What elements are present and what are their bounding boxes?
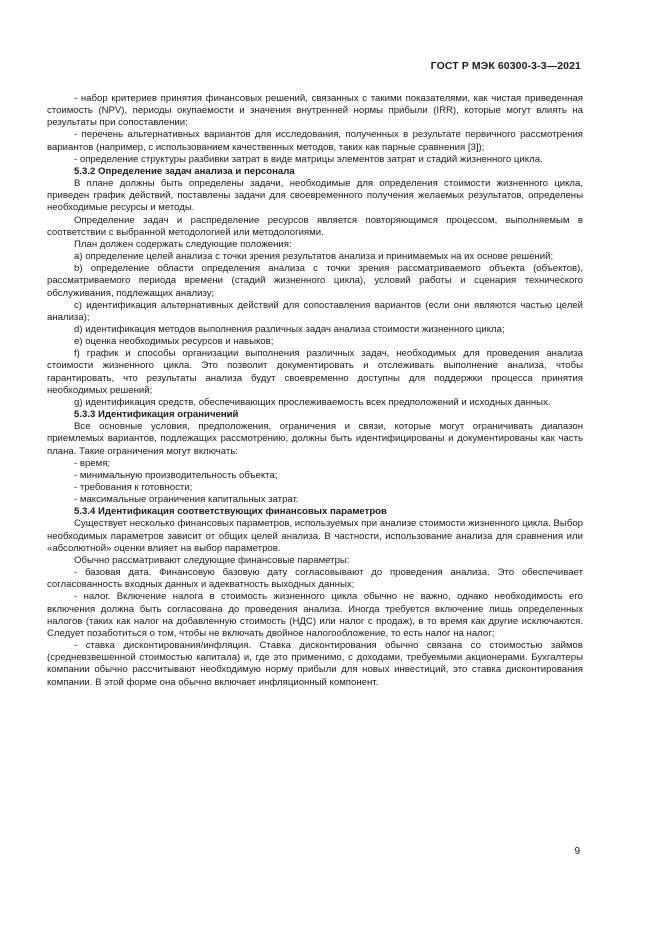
- paragraph: Все основные условия, предположения, ограничения и связи, которые могут ограничивать диапазон приемлемых вариантов, подлежащих рассмотрению, должны быть идентифицированы и документированы как часть плана. Такие ограничения могут включать:: [47, 421, 583, 457]
- section-heading: 5.3.3 Идентификация ограничений: [74, 409, 239, 421]
- standard-code-header: ГОСТ Р МЭК 60300-3-3—2021: [430, 60, 581, 72]
- document-body: [47, 93, 583, 689]
- paragraph: - перечень альтернативных вариантов для исследования, полученных в результате первичного рассмотрения вариантов (например, с использованием качественных методов, таких как парные сравнения [3]);: [47, 129, 583, 153]
- paragraph: - налог. Включение налога в стоимость жизненного цикла обычно не важно, однако необходимость его включения должна быть согласована до проведения анализа. Иногда требуется включение лишь определенных налогов (таких как налог на добавленную стоимость (НДС) или налог с продаж), в то время как другие исключаются. Следует позаботиться о том, чтобы не включать двойное налогообложение, то есть налог на налог;: [47, 591, 583, 639]
- paragraph: - набор критериев принятия финансовых решений, связанных с такими показателями, как чистая приведенная стоимость (NPV), периоды окупаемости и значения внутренней нормы прибыли (IRR), которые могут влиять на результаты при сопоставлении;: [47, 93, 583, 129]
- paragraph: Обычно рассматривают следующие финансовые параметры:: [74, 554, 350, 566]
- paragraph: Определение задач и распределение ресурсов является повторяющимся процессом, выполняемым в соответствии с выбранной методологией или методологиями.: [47, 214, 583, 238]
- paragraph: f) график и способы организации выполнения различных задач, необходимых для проведения анализа стоимости жизненного цикла. Это позволит документировать и отслеживать выполнение анализа, чтобы гарантировать, что результаты анализа будут своевременно доступны для поддержки процесса принятия необходимых решений;: [47, 348, 583, 396]
- paragraph: - максимальные ограничения капитальных затрат.: [74, 494, 299, 506]
- paragraph: c) идентификация альтернативных действий для сопоставления вариантов (если они являются частью целей анализа);: [47, 299, 583, 323]
- paragraph: g) идентификация средств, обеспечивающих прослеживаемость всех предположений и исходных данных.: [74, 396, 551, 408]
- section-heading: 5.3.2 Определение задач анализа и персонала: [74, 165, 295, 177]
- paragraph: - минимальную производительность объекта;: [74, 469, 278, 481]
- paragraph: - определение структуры разбивки затрат в виде матрицы элементов затрат и стадий жизненного цикла.: [74, 153, 543, 165]
- section-heading: 5.3.4 Идентификация соответствующих финансовых параметров: [74, 506, 387, 518]
- paragraph: d) идентификация методов выполнения различных задач анализа стоимости жизненного цикла;: [74, 323, 505, 335]
- paragraph: В плане должны быть определены задачи, необходимые для определения стоимости жизненного цикла, приведен график действий, поставлены задачи для своевременного получения желаемых результатов, определены необходимые ресурсы и методы.: [47, 178, 583, 214]
- paragraph: - ставка дисконтирования/инфляция. Ставка дисконтирования обычно связана со стоимостью займов (средневзвешенной стоимостью капитала) и, где это применимо, с доходами, требуемыми акционерами. Бухгалтеры компании обычно рассчитывают необходимую норму прибыли для новых инвестиций, это ставка дисконтирования компании. В этой форме она обычно включает инфляционный компонент.: [47, 640, 583, 688]
- paragraph: a) определение целей анализа с точки зрения результатов анализа и принимаемых на их основе решений;: [74, 251, 554, 263]
- paragraph: - требования к готовности;: [74, 482, 193, 493]
- paragraph: - базовая дата. Финансовую базовую дату согласовывают до проведения анализа. Это обеспечивает согласованность входных данных и адекватность выходных данных;: [47, 567, 583, 591]
- paragraph: b) определение области определения анализа с точки зрения рассматриваемого объекта (объектов), рассматриваемого периода времени (стадий жизненного цикла), условий работы и сценария технического обслуживания, подлежащих анализу;: [47, 263, 583, 299]
- paragraph: Существует несколько финансовых параметров, используемых при анализе стоимости жизненного цикла. Выбор необходимых параметров зависит от общих целей анализа. В частности, использование анализа для сравнения или «абсолютной» оценки влияет на выбор параметров.: [47, 518, 583, 554]
- paragraph: - время;: [74, 457, 111, 469]
- paragraph: e) оценка необходимых ресурсов и навыков;: [74, 336, 274, 348]
- page-number: 9: [574, 846, 580, 857]
- paragraph: План должен содержать следующие положения:: [74, 238, 292, 250]
